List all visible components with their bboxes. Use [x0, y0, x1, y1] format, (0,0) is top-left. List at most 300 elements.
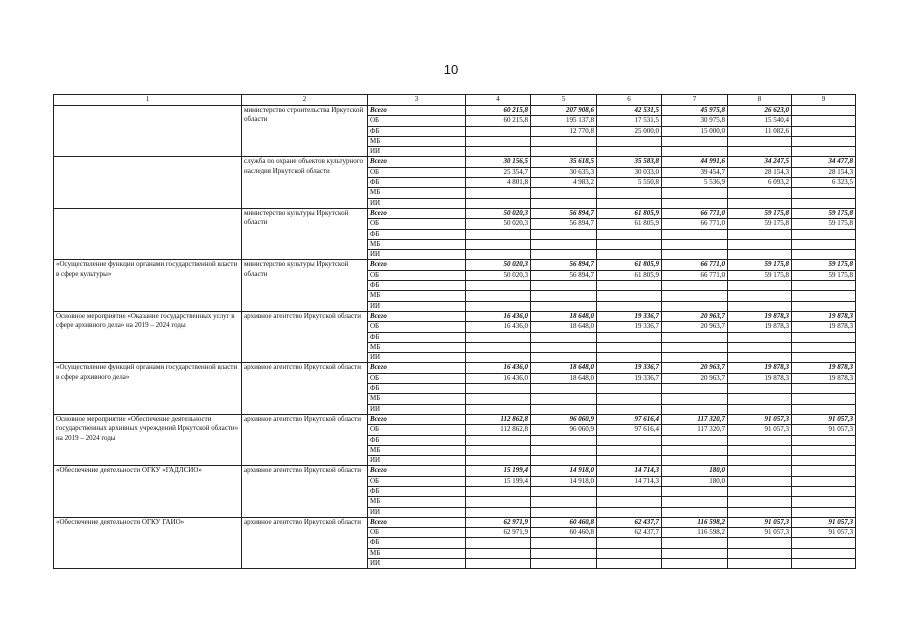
value-cell [728, 456, 792, 466]
value-cell [466, 456, 531, 466]
value-cell [792, 188, 856, 198]
value-cell: 16 436,0 [466, 363, 531, 373]
source-cell: Всего [368, 208, 466, 218]
value-cell: 117 320,7 [662, 425, 728, 435]
column-header: 4 [466, 95, 531, 106]
value-cell [792, 229, 856, 239]
value-cell [597, 538, 662, 548]
value-cell [597, 250, 662, 260]
value-cell [531, 384, 597, 394]
value-cell [728, 198, 792, 208]
value-cell [466, 486, 531, 496]
value-cell [728, 239, 792, 249]
value-cell: 15 540,4 [728, 116, 792, 126]
value-cell [531, 147, 597, 157]
column-header: 3 [368, 95, 466, 106]
value-cell: 30 033,0 [597, 167, 662, 177]
value-cell: 66 771,0 [662, 208, 728, 218]
value-cell [662, 538, 728, 548]
activity-cell: «Обеспечение деятельности ОГКУ ГАИО» [54, 517, 242, 568]
value-cell [728, 342, 792, 352]
value-cell: 14 918,0 [531, 476, 597, 486]
value-cell [728, 486, 792, 496]
value-cell [792, 239, 856, 249]
value-cell [466, 291, 531, 301]
value-cell [466, 239, 531, 249]
source-cell: ФБ [368, 486, 466, 496]
value-cell: 28 154,3 [728, 167, 792, 177]
column-header: 8 [728, 95, 792, 106]
value-cell [662, 497, 728, 507]
agency-cell: министерство культуры Иркутской области [242, 208, 368, 259]
value-cell: 91 057,3 [728, 414, 792, 424]
value-cell: 50 020,3 [466, 270, 531, 280]
value-cell: 20 963,7 [662, 363, 728, 373]
value-cell: 117 320,7 [662, 414, 728, 424]
value-cell: 112 862,8 [466, 414, 531, 424]
activity-cell [54, 157, 242, 208]
value-cell [531, 250, 597, 260]
value-cell [792, 394, 856, 404]
source-cell: ОБ [368, 270, 466, 280]
source-cell: ИИ [368, 507, 466, 517]
value-cell [597, 332, 662, 342]
source-cell: МБ [368, 342, 466, 352]
value-cell [662, 239, 728, 249]
value-cell: 14 918,0 [531, 466, 597, 476]
value-cell: 19 878,3 [792, 363, 856, 373]
value-cell [728, 548, 792, 558]
value-cell [597, 188, 662, 198]
value-cell [466, 147, 531, 157]
source-cell: Всего [368, 157, 466, 167]
value-cell [662, 559, 728, 569]
value-cell [466, 281, 531, 291]
source-cell: ОБ [368, 167, 466, 177]
table-row [54, 106, 856, 116]
value-cell [466, 404, 531, 414]
value-cell [466, 342, 531, 352]
value-cell [531, 291, 597, 301]
value-cell: 34 247,5 [728, 157, 792, 167]
value-cell [597, 136, 662, 146]
value-cell [792, 456, 856, 466]
table-row [54, 157, 856, 167]
value-cell [728, 301, 792, 311]
table-row [54, 311, 856, 321]
value-cell [597, 281, 662, 291]
value-cell: 96 060,9 [531, 425, 597, 435]
source-cell: ИИ [368, 198, 466, 208]
value-cell: 42 531,5 [597, 106, 662, 116]
value-cell [728, 507, 792, 517]
value-cell [597, 445, 662, 455]
value-cell [728, 559, 792, 569]
value-cell [531, 456, 597, 466]
value-cell [662, 198, 728, 208]
value-cell: 59 175,8 [728, 208, 792, 218]
value-cell: 16 436,0 [466, 373, 531, 383]
value-cell [662, 250, 728, 260]
source-cell: ОБ [368, 322, 466, 332]
value-cell: 15 000,0 [662, 126, 728, 136]
value-cell [597, 404, 662, 414]
value-cell [662, 188, 728, 198]
value-cell: 66 771,0 [662, 219, 728, 229]
value-cell: 35 583,8 [597, 157, 662, 167]
source-cell: ФБ [368, 384, 466, 394]
value-cell: 20 963,7 [662, 373, 728, 383]
value-cell [662, 147, 728, 157]
value-cell [728, 250, 792, 260]
value-cell: 19 878,3 [728, 363, 792, 373]
value-cell [792, 559, 856, 569]
value-cell [728, 404, 792, 414]
value-cell: 19 878,3 [792, 311, 856, 321]
value-cell: 56 894,7 [531, 270, 597, 280]
table-row [54, 208, 856, 218]
value-cell: 91 057,3 [792, 517, 856, 527]
value-cell [466, 435, 531, 445]
value-cell [728, 394, 792, 404]
value-cell [597, 147, 662, 157]
value-cell [466, 445, 531, 455]
value-cell: 61 805,9 [597, 208, 662, 218]
source-cell: ФБ [368, 332, 466, 342]
value-cell: 60 215,8 [466, 116, 531, 126]
value-cell: 25 000,0 [597, 126, 662, 136]
value-cell [662, 291, 728, 301]
value-cell: 20 963,7 [662, 322, 728, 332]
value-cell [792, 435, 856, 445]
value-cell: 91 057,3 [728, 517, 792, 527]
value-cell: 96 060,9 [531, 414, 597, 424]
value-cell [531, 507, 597, 517]
value-cell: 91 057,3 [792, 414, 856, 424]
value-cell: 60 215,8 [466, 106, 531, 116]
value-cell: 5 550,8 [597, 178, 662, 188]
value-cell [531, 538, 597, 548]
source-cell: Всего [368, 466, 466, 476]
value-cell [466, 497, 531, 507]
source-cell: ФБ [368, 435, 466, 445]
value-cell: 6 093,2 [728, 178, 792, 188]
source-cell: ИИ [368, 301, 466, 311]
value-cell [531, 188, 597, 198]
value-cell [597, 394, 662, 404]
value-cell: 62 971,9 [466, 517, 531, 527]
source-cell: МБ [368, 445, 466, 455]
value-cell [792, 342, 856, 352]
column-header: 6 [597, 95, 662, 106]
value-cell [466, 229, 531, 239]
value-cell [662, 229, 728, 239]
value-cell: 61 805,9 [597, 219, 662, 229]
value-cell: 30 635,3 [531, 167, 597, 177]
value-cell [466, 126, 531, 136]
value-cell [597, 229, 662, 239]
value-cell: 116 598,2 [662, 517, 728, 527]
value-cell: 180,0 [662, 466, 728, 476]
value-cell [531, 404, 597, 414]
table-row [54, 466, 856, 476]
value-cell [792, 301, 856, 311]
source-cell: ФБ [368, 281, 466, 291]
value-cell [466, 507, 531, 517]
header-row [54, 95, 856, 106]
source-cell: МБ [368, 394, 466, 404]
value-cell: 50 020,3 [466, 260, 531, 270]
value-cell: 59 175,8 [728, 270, 792, 280]
table-row [54, 363, 856, 373]
value-cell: 30 975,8 [662, 116, 728, 126]
source-cell: Всего [368, 517, 466, 527]
value-cell [466, 250, 531, 260]
value-cell: 15 199,4 [466, 476, 531, 486]
value-cell: 62 437,7 [597, 517, 662, 527]
value-cell [728, 291, 792, 301]
value-cell [662, 384, 728, 394]
value-cell [662, 548, 728, 558]
value-cell [728, 332, 792, 342]
source-cell: Всего [368, 260, 466, 270]
value-cell [531, 332, 597, 342]
value-cell: 12 770,8 [531, 126, 597, 136]
value-cell [662, 435, 728, 445]
value-cell [792, 497, 856, 507]
value-cell: 18 648,0 [531, 311, 597, 321]
source-cell: ФБ [368, 178, 466, 188]
value-cell: 6 323,5 [792, 178, 856, 188]
value-cell [531, 239, 597, 249]
value-cell [792, 126, 856, 136]
value-cell: 17 531,5 [597, 116, 662, 126]
value-cell [597, 198, 662, 208]
value-cell [792, 384, 856, 394]
agency-cell: архивное агентство Иркутской области [242, 466, 368, 517]
table-row [54, 517, 856, 527]
value-cell: 28 154,3 [792, 167, 856, 177]
value-cell [662, 456, 728, 466]
table-row [54, 260, 856, 270]
value-cell [728, 538, 792, 548]
value-cell: 195 137,8 [531, 116, 597, 126]
value-cell: 18 648,0 [531, 363, 597, 373]
value-cell [597, 342, 662, 352]
value-cell [531, 394, 597, 404]
value-cell [466, 559, 531, 569]
value-cell [792, 486, 856, 496]
value-cell: 56 894,7 [531, 219, 597, 229]
value-cell: 5 536,9 [662, 178, 728, 188]
source-cell: МБ [368, 497, 466, 507]
value-cell [662, 301, 728, 311]
value-cell: 180,0 [662, 476, 728, 486]
source-cell: ОБ [368, 425, 466, 435]
value-cell: 14 714,3 [597, 476, 662, 486]
value-cell [531, 301, 597, 311]
source-cell: ОБ [368, 373, 466, 383]
activity-cell: «Осуществление функций органами государственной власти в сфере архивного дела» [54, 363, 242, 414]
value-cell: 19 878,3 [728, 311, 792, 321]
source-cell: Всего [368, 106, 466, 116]
source-cell: Всего [368, 414, 466, 424]
value-cell: 60 460,8 [531, 517, 597, 527]
column-header: 1 [54, 95, 242, 106]
value-cell [466, 353, 531, 363]
source-cell: ФБ [368, 126, 466, 136]
value-cell: 39 454,7 [662, 167, 728, 177]
value-cell [597, 301, 662, 311]
page-number: 10 [443, 62, 459, 77]
agency-cell: министерство культуры Иркутской области [242, 260, 368, 311]
value-cell: 56 894,7 [531, 260, 597, 270]
source-cell: ОБ [368, 219, 466, 229]
activity-cell: «Осуществление функции органами государственной власти в сфере культуры» [54, 260, 242, 311]
value-cell: 50 020,3 [466, 219, 531, 229]
value-cell [597, 548, 662, 558]
value-cell [466, 548, 531, 558]
value-cell: 59 175,8 [792, 219, 856, 229]
value-cell: 91 057,3 [792, 528, 856, 538]
value-cell [792, 136, 856, 146]
source-cell: ИИ [368, 250, 466, 260]
column-header: 9 [792, 95, 856, 106]
source-cell: ИИ [368, 147, 466, 157]
value-cell [597, 239, 662, 249]
value-cell [597, 507, 662, 517]
value-cell [466, 394, 531, 404]
value-cell [792, 507, 856, 517]
source-cell: ФБ [368, 229, 466, 239]
value-cell [531, 198, 597, 208]
value-cell [662, 353, 728, 363]
value-cell [597, 497, 662, 507]
column-header: 2 [242, 95, 368, 106]
value-cell [728, 136, 792, 146]
value-cell [792, 198, 856, 208]
source-cell: МБ [368, 548, 466, 558]
agency-cell: служба по охране объектов культурного наследия Иркутской области [242, 157, 368, 208]
column-header: 7 [662, 95, 728, 106]
value-cell: 14 714,3 [597, 466, 662, 476]
value-cell [792, 281, 856, 291]
value-cell: 19 878,3 [728, 373, 792, 383]
value-cell [531, 435, 597, 445]
value-cell [662, 394, 728, 404]
source-cell: ИИ [368, 559, 466, 569]
value-cell [728, 188, 792, 198]
value-cell [597, 291, 662, 301]
value-cell [466, 538, 531, 548]
value-cell [728, 445, 792, 455]
value-cell [531, 548, 597, 558]
value-cell: 91 057,3 [728, 528, 792, 538]
activity-cell [54, 106, 242, 157]
value-cell [662, 445, 728, 455]
value-cell [531, 445, 597, 455]
value-cell [792, 353, 856, 363]
value-cell [597, 353, 662, 363]
value-cell [792, 404, 856, 414]
value-cell [662, 486, 728, 496]
value-cell [792, 466, 856, 476]
value-cell [728, 466, 792, 476]
value-cell: 60 460,8 [531, 528, 597, 538]
value-cell [728, 229, 792, 239]
agency-cell: архивное агентство Иркутской области [242, 363, 368, 414]
source-cell: МБ [368, 291, 466, 301]
value-cell [792, 476, 856, 486]
value-cell [792, 548, 856, 558]
value-cell: 66 771,0 [662, 270, 728, 280]
table-row [54, 414, 856, 424]
value-cell [662, 281, 728, 291]
source-cell: ФБ [368, 538, 466, 548]
value-cell: 207 908,6 [531, 106, 597, 116]
column-header: 5 [531, 95, 597, 106]
value-cell [597, 384, 662, 394]
agency-cell: министерство строительства Иркутской области [242, 106, 368, 157]
value-cell: 112 862,8 [466, 425, 531, 435]
source-cell: МБ [368, 188, 466, 198]
value-cell [792, 116, 856, 126]
value-cell [728, 147, 792, 157]
activity-cell [54, 208, 242, 259]
value-cell: 35 618,5 [531, 157, 597, 167]
value-cell [531, 281, 597, 291]
value-cell: 91 057,3 [728, 425, 792, 435]
source-cell: МБ [368, 136, 466, 146]
value-cell [662, 507, 728, 517]
source-cell: ОБ [368, 528, 466, 538]
value-cell: 4 983,2 [531, 178, 597, 188]
value-cell: 59 175,8 [792, 270, 856, 280]
value-cell [792, 445, 856, 455]
value-cell: 62 437,7 [597, 528, 662, 538]
value-cell: 19 336,7 [597, 363, 662, 373]
value-cell [792, 147, 856, 157]
value-cell [728, 476, 792, 486]
value-cell: 34 477,8 [792, 157, 856, 167]
value-cell [728, 281, 792, 291]
source-cell: Всего [368, 363, 466, 373]
value-cell [662, 404, 728, 414]
value-cell: 19 336,7 [597, 311, 662, 321]
budget-table [53, 94, 856, 569]
value-cell: 4 801,8 [466, 178, 531, 188]
value-cell: 18 648,0 [531, 322, 597, 332]
source-cell: МБ [368, 239, 466, 249]
value-cell [728, 497, 792, 507]
value-cell: 59 175,8 [792, 260, 856, 270]
value-cell: 20 963,7 [662, 311, 728, 321]
agency-cell: архивное агентство Иркутской области [242, 414, 368, 465]
value-cell [531, 559, 597, 569]
value-cell [466, 198, 531, 208]
value-cell: 91 057,3 [792, 425, 856, 435]
agency-cell: архивное агентство Иркутской области [242, 517, 368, 568]
value-cell: 25 354,7 [466, 167, 531, 177]
value-cell: 19 878,3 [792, 373, 856, 383]
value-cell [531, 136, 597, 146]
value-cell: 59 175,8 [792, 208, 856, 218]
value-cell: 44 991,6 [662, 157, 728, 167]
value-cell [597, 559, 662, 569]
value-cell [531, 486, 597, 496]
value-cell [597, 486, 662, 496]
value-cell [466, 384, 531, 394]
